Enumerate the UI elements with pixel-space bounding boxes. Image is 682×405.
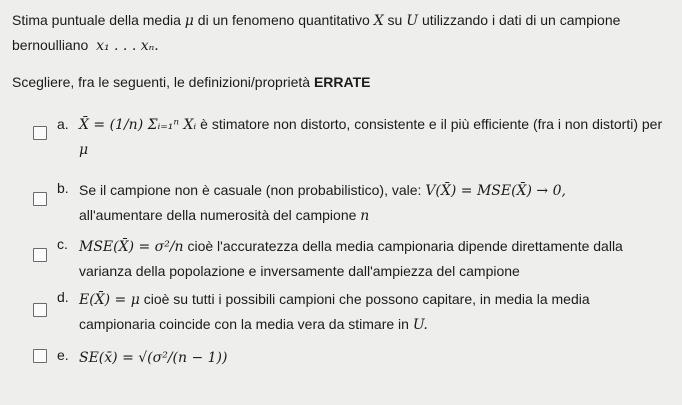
- option-letter: c.: [57, 236, 68, 252]
- intro-text: bernoulliano: [12, 37, 89, 53]
- intro-text: su: [387, 12, 403, 28]
- checkbox-d[interactable]: [33, 303, 47, 317]
- option-letter: e.: [57, 347, 69, 363]
- intro-text: Stima puntuale della media: [12, 12, 181, 28]
- formula-expectation: E(X̄) = μ: [79, 292, 140, 308]
- option-text-line2: campionaria coincide con la media vera da stimare in: [79, 316, 409, 332]
- option-text-line2: all'aumentare della numerosità del campione: [79, 207, 357, 223]
- n-variable: n: [360, 208, 370, 224]
- intro-text: utilizzando i dati di un campione: [421, 12, 621, 28]
- u-population: U.: [412, 317, 428, 333]
- checkbox-e[interactable]: [33, 349, 47, 363]
- option-text-line2: varianza della popolazione e inversamente dall'ampiezza del campione: [79, 263, 520, 279]
- prompt-text: Scegliere, fra le seguenti, le definizioni/proprietà: [12, 74, 311, 90]
- option-body: [79, 345, 679, 370]
- option-text: Se il campione non è casuale (non probabilistico), vale:: [79, 182, 422, 198]
- mu-symbol: μ: [184, 13, 194, 29]
- question-line-1: [12, 8, 672, 33]
- option-letter: d.: [57, 289, 69, 305]
- option-body: [79, 112, 679, 162]
- prompt-emphasis: ERRATE: [313, 74, 371, 90]
- checkbox-c[interactable]: [33, 248, 47, 262]
- sample-notation: x₁ . . . xₙ.: [96, 38, 159, 54]
- option-text: cioè l'accuratezza della media campionaria dipende direttamente dalla: [187, 238, 623, 254]
- option-letter: a.: [57, 116, 69, 132]
- formula-variance: V(X̄) = MSE(X̄) → 0,: [425, 183, 566, 199]
- option-body: [79, 178, 679, 228]
- mu-symbol: μ: [79, 142, 89, 158]
- u-population: U: [406, 13, 419, 29]
- question-line-2: [12, 33, 672, 58]
- formula-standard-error: SE(x̄) = √(σ²/(n − 1)): [79, 350, 228, 366]
- option-text: cioè su tutti i possibili campioni che possono capitare, in media la media: [143, 291, 590, 307]
- question-prompt: [12, 70, 672, 94]
- option-text: è stimatore non distorto, consistente e il più efficiente (fra i non distorti) per: [200, 116, 663, 132]
- question-intro: [12, 8, 672, 94]
- intro-text: di un fenomeno quantitativo: [197, 12, 370, 28]
- formula-mse: MSE(X̄) = σ²/n: [79, 239, 184, 255]
- formula-sample-mean: X̄ = (1/n) Σᵢ₌₁ⁿ Xᵢ: [79, 117, 197, 133]
- option-body: [79, 287, 679, 337]
- option-body: [79, 234, 679, 283]
- checkbox-a[interactable]: [33, 126, 47, 140]
- option-letter: b.: [57, 180, 69, 196]
- x-variable: X: [373, 13, 384, 29]
- checkbox-b[interactable]: [33, 192, 47, 206]
